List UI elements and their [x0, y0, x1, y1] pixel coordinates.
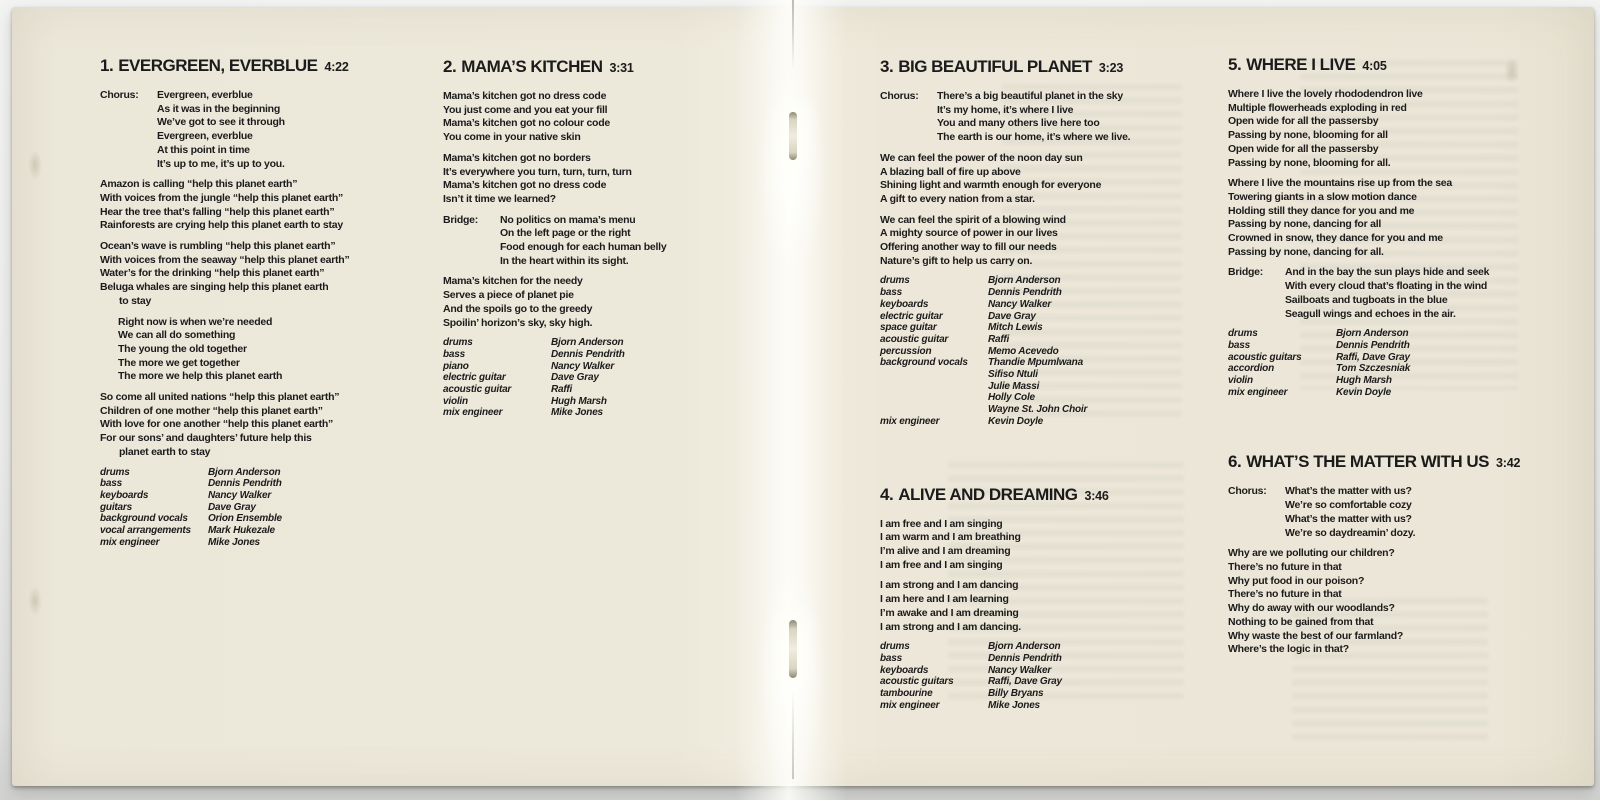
- lyric-line: We can feel the spirit of a blowing wind: [880, 213, 1066, 226]
- credit-role: accordion: [1228, 363, 1274, 375]
- stanza: [443, 214, 755, 269]
- song-number: 3.: [880, 57, 894, 76]
- lyric-line: You and many others live here too: [937, 117, 1100, 130]
- lyric-line: We’ve got to see it through: [157, 116, 285, 129]
- credit-name: Kevin Doyle: [988, 415, 1044, 427]
- lyric-line: Where I live the mountains rise up from the sea: [1228, 177, 1452, 190]
- credit-names: [988, 311, 1192, 323]
- stanza: [100, 240, 412, 309]
- lyric-line: There’s no future in that: [1228, 588, 1342, 601]
- lyric-line: With voices from the seaway “help this planet earth”: [100, 253, 350, 266]
- credit-names: [208, 478, 412, 490]
- lyric-line: Open wide for all the passersby: [1228, 115, 1379, 128]
- credit-name: Mike Jones: [208, 536, 260, 548]
- lyric-line: On the left page or the right: [500, 227, 631, 240]
- lyric-line: planet earth to stay: [119, 445, 211, 458]
- song-number: 4.: [880, 484, 894, 504]
- credit-names: [208, 502, 412, 514]
- lyric-line: Serves a piece of planet pie: [443, 289, 574, 302]
- song-number: 2.: [443, 57, 457, 76]
- lyric-line: We can all do something: [118, 329, 236, 342]
- credit-name: Bjorn Anderson: [988, 275, 1061, 287]
- lyric-line: Passing by none, dancing for all: [1228, 218, 1382, 231]
- lyric-line: Mama’s kitchen for the needy: [443, 275, 583, 288]
- credit-names: [988, 641, 1192, 653]
- credit-name: Dave Gray: [988, 310, 1036, 322]
- credit-row: [100, 467, 412, 479]
- lyric-line: Hear the tree that’s falling “help this planet earth”: [100, 205, 335, 218]
- credit-name: Dennis Pendrith: [1336, 339, 1410, 351]
- lyric-line: Passing by none, blooming for all.: [1228, 156, 1391, 169]
- credit-name: Dennis Pendrith: [551, 348, 625, 360]
- credit-role: drums: [1228, 328, 1258, 340]
- credit-role: mix engineer: [100, 536, 160, 548]
- credit-row: [443, 361, 755, 373]
- credit-role: mix engineer: [1228, 386, 1288, 398]
- lyric-line: Spoilin’ horizon’s sky, sky high.: [443, 316, 593, 329]
- song-title: [1228, 452, 1540, 472]
- stanza: [880, 518, 1192, 573]
- credit-row: [100, 478, 412, 490]
- lyric-line: You just come and you eat your fill: [443, 103, 608, 116]
- lyric-line: At this point in time: [157, 143, 250, 156]
- credits-list: [880, 275, 1192, 427]
- credit-row: [100, 502, 412, 514]
- credit-names: [988, 322, 1192, 334]
- lyric-line: Mama’s kitchen got no dress code: [443, 179, 607, 192]
- lyric-line: Food enough for each human belly: [500, 241, 667, 254]
- lyric-line: The more we help this planet earth: [118, 370, 283, 383]
- lyric-line: As it was in the beginning: [157, 102, 281, 115]
- credit-role: violin: [1228, 375, 1253, 387]
- lyric-line: Crowned in snow, they dance for you and me: [1228, 232, 1443, 245]
- credit-row: [443, 396, 755, 408]
- credit-role: mix engineer: [443, 407, 503, 419]
- credit-row: [443, 349, 755, 361]
- stanza-label: Chorus:: [880, 90, 919, 102]
- lyric-line: Sailboats and tugboats in the blue: [1285, 293, 1448, 306]
- lyric-line: A blazing ball of fire up above: [880, 165, 1021, 178]
- credit-role: mix engineer: [880, 699, 940, 711]
- credit-row: [1228, 375, 1540, 387]
- credit-row: [880, 287, 1192, 299]
- lyric-line: Holding still they dance for you and me: [1228, 204, 1415, 217]
- credit-name: Tom Szczesniak: [1336, 363, 1411, 375]
- credit-row: [100, 490, 412, 502]
- lyric-line: Passing by none, blooming for all: [1228, 129, 1388, 142]
- lyric-line: So come all united nations “help this planet earth”: [100, 391, 340, 404]
- credit-names: [1336, 352, 1540, 364]
- song-number: 5.: [1228, 55, 1242, 74]
- lyric-line: In the heart within its sight.: [500, 254, 629, 267]
- lyric-line: Open wide for all the passersby: [1228, 142, 1379, 155]
- credit-names: [551, 407, 755, 419]
- credit-name: Bjorn Anderson: [208, 466, 281, 478]
- credit-name: Dennis Pendrith: [988, 287, 1062, 299]
- credit-names: [988, 665, 1192, 677]
- lyric-line: I am free and I am singing: [880, 517, 1003, 530]
- song-title-text: BIG BEAUTIFUL PLANET: [898, 57, 1092, 76]
- lyric-line: I am free and I am singing: [880, 558, 1003, 571]
- song: [880, 57, 1192, 428]
- song-title: [1228, 55, 1540, 75]
- credit-names: [988, 357, 1192, 416]
- lyric-line: You come in your native skin: [443, 131, 581, 144]
- credit-role: space guitar: [880, 322, 937, 334]
- credit-name: Bjorn Anderson: [988, 641, 1061, 653]
- lyric-line: Multiple flowerheads exploding in red: [1228, 101, 1407, 114]
- credit-names: [988, 676, 1192, 688]
- credit-row: [880, 653, 1192, 665]
- lyric-line: Mama’s kitchen got no colour code: [443, 117, 610, 130]
- credit-row: [880, 357, 1192, 416]
- lyric-line: With every cloud that’s floating in the wind: [1285, 280, 1488, 293]
- credit-role: guitars: [100, 501, 132, 513]
- credit-name: Dave Gray: [208, 501, 256, 513]
- credit-name: Dave Gray: [551, 372, 599, 384]
- stanza: [1228, 88, 1540, 170]
- song: [443, 57, 755, 419]
- lyric-line: With love for one another “help this planet earth”: [100, 418, 334, 431]
- song-title-text: EVERGREEN, EVERBLUE: [118, 56, 318, 75]
- lyric-line: I am warm and I am breathing: [880, 531, 1021, 544]
- stanza: [100, 391, 412, 460]
- lyric-line: What’s the matter with us?: [1285, 512, 1412, 525]
- lyric-line: Rainforests are crying help this planet earth to stay: [100, 219, 343, 232]
- credit-names: [1336, 375, 1540, 387]
- lyric-line: A gift to every nation from a star.: [880, 192, 1035, 205]
- credit-role: keyboards: [100, 489, 149, 501]
- song-number: 1.: [100, 56, 114, 75]
- credit-name: Bjorn Anderson: [551, 337, 624, 349]
- lyric-line: I am strong and I am dancing.: [880, 620, 1021, 633]
- staple: [789, 112, 797, 160]
- song-title-text: MAMA’S KITCHEN: [461, 57, 603, 76]
- lyric-line: The earth is our home, it’s where we live.: [937, 131, 1131, 144]
- credit-name: Bjorn Anderson: [1336, 328, 1409, 340]
- credit-role: mix engineer: [880, 415, 940, 427]
- lyric-line: I am here and I am learning: [880, 593, 1009, 606]
- lyric-line: What’s the matter with us?: [1285, 485, 1412, 498]
- credit-name: Wayne St. John Choir: [988, 404, 1088, 416]
- song-title: [100, 56, 412, 76]
- credit-names: [551, 372, 755, 384]
- lyric-line: We’re so comfortable cozy: [1285, 499, 1412, 512]
- credit-names: [988, 700, 1192, 712]
- song-title: [443, 57, 755, 77]
- credit-row: [100, 525, 412, 537]
- lyric-line: Why are we polluting our children?: [1228, 547, 1395, 560]
- stanza-label: Chorus:: [1228, 485, 1267, 498]
- song-number: 6.: [1228, 452, 1242, 472]
- credit-row: [880, 322, 1192, 334]
- credit-names: [988, 416, 1192, 428]
- lyric-line: Shining light and warmth enough for everyone: [880, 179, 1102, 192]
- credit-name: Raffi: [551, 384, 573, 396]
- lyric-line: For our sons’ and daughters’ future help this: [100, 432, 312, 445]
- credits-list: [443, 337, 755, 419]
- stanza: [100, 178, 412, 233]
- credit-role: percussion: [880, 345, 932, 357]
- stanza: [1228, 177, 1540, 259]
- credit-row: [880, 688, 1192, 700]
- credit-row: [1228, 340, 1540, 352]
- credit-name: Julie Massi: [988, 380, 1040, 392]
- lyric-line: Mama’s kitchen got no dress code: [443, 90, 607, 102]
- lyric-line: Beluga whales are singing help this planet earth: [100, 281, 329, 294]
- credit-name: Memo Acevedo: [988, 345, 1059, 357]
- song-duration: 3:31: [609, 61, 634, 75]
- credit-row: [880, 700, 1192, 712]
- credit-row: [443, 384, 755, 396]
- credit-row: [880, 346, 1192, 358]
- credit-names: [551, 361, 755, 373]
- credits-list: [100, 467, 412, 549]
- stanza: [443, 90, 755, 145]
- song-title: [880, 485, 1192, 505]
- credit-role: electric guitar: [443, 372, 506, 384]
- stanza: [880, 214, 1192, 269]
- credit-row: [880, 334, 1192, 346]
- credit-name: Mark Hukezale: [208, 525, 275, 537]
- lyric-line: And in the bay the sun plays hide and seek: [1285, 266, 1490, 279]
- credit-role: drums: [100, 466, 130, 478]
- credit-names: [208, 537, 412, 549]
- song-title-text: WHAT’S THE MATTER WITH US: [1246, 452, 1489, 472]
- lyric-line: Isn’t it time we learned?: [443, 192, 556, 205]
- credit-name: Raffi: [988, 333, 1010, 345]
- lyric-line: We’re so daydreamin’ dozy.: [1285, 526, 1416, 539]
- credit-role: violin: [443, 395, 468, 407]
- staple: [789, 620, 797, 678]
- credit-row: [1228, 352, 1540, 364]
- credit-names: [988, 299, 1192, 311]
- credit-names: [551, 349, 755, 361]
- song-duration: 3:42: [1495, 456, 1521, 471]
- credit-name: Dennis Pendrith: [208, 478, 282, 490]
- stanza: [880, 579, 1192, 634]
- song: [1228, 55, 1540, 398]
- credit-name: Orion Ensemble: [208, 513, 282, 525]
- credit-role: background vocals: [100, 513, 188, 525]
- lyrics-column-2: [443, 57, 755, 419]
- credit-role: keyboards: [880, 664, 929, 676]
- song-title-text: ALIVE AND DREAMING: [898, 484, 1078, 504]
- lyric-line: Evergreen, everblue: [157, 89, 253, 101]
- credit-role: vocal arrangements: [100, 525, 191, 537]
- lyric-line: And the spoils go to the greedy: [443, 302, 593, 315]
- lyric-line: Amazon is calling “help this planet earth”: [100, 178, 298, 191]
- stanza: [100, 89, 412, 171]
- credit-name: Mike Jones: [988, 699, 1040, 711]
- credit-row: [1228, 363, 1540, 375]
- credit-role: tambourine: [880, 688, 933, 700]
- stanza: [443, 275, 755, 330]
- credit-name: Raffi, Dave Gray: [1336, 351, 1410, 363]
- credit-name: Nancy Walker: [988, 664, 1052, 676]
- lyric-line: Evergreen, everblue: [157, 130, 253, 143]
- credit-name: Hugh Marsh: [551, 395, 607, 407]
- lyric-line: Why put food in our poison?: [1228, 574, 1365, 587]
- credit-names: [1336, 363, 1540, 375]
- lyric-line: We can feel the power of the noon day sun: [880, 151, 1083, 164]
- stanza: [1228, 547, 1540, 657]
- credit-role: background vocals: [880, 357, 968, 369]
- credit-names: [551, 396, 755, 408]
- credit-role: bass: [880, 287, 902, 299]
- credit-names: [208, 525, 412, 537]
- credit-row: [880, 416, 1192, 428]
- lyric-line: Ocean’s wave is rumbling “help this planet earth”: [100, 240, 336, 253]
- song: [100, 56, 412, 549]
- song: [880, 485, 1192, 712]
- credit-names: [551, 337, 755, 349]
- song-duration: 3:23: [1098, 61, 1124, 75]
- song-title-text: WHERE I LIVE: [1246, 55, 1356, 74]
- credit-name: Mitch Lewis: [988, 322, 1043, 334]
- credit-row: [443, 407, 755, 419]
- credit-name: Billy Bryans: [988, 688, 1044, 700]
- lyric-line: Nothing to be gained from that: [1228, 615, 1374, 628]
- credit-name: Holly Cole: [988, 392, 1035, 404]
- credit-role: acoustic guitar: [443, 384, 512, 396]
- credit-role: bass: [443, 348, 465, 360]
- lyrics-column-3: [880, 57, 1192, 711]
- credit-name: Dennis Pendrith: [988, 652, 1062, 664]
- credit-row: [880, 641, 1192, 653]
- credit-names: [988, 653, 1192, 665]
- lyric-line: Towering giants in a slow motion dance: [1228, 190, 1417, 203]
- credit-names: [208, 467, 412, 479]
- credit-row: [1228, 387, 1540, 399]
- credit-role: acoustic guitars: [1228, 351, 1302, 363]
- credit-name: Mike Jones: [551, 407, 603, 419]
- credit-names: [1336, 387, 1540, 399]
- song-duration: 3:46: [1084, 488, 1109, 503]
- credit-name: Sifiso Ntuli: [988, 369, 1038, 381]
- credit-role: bass: [880, 652, 902, 664]
- credit-name: Nancy Walker: [208, 489, 272, 501]
- lyrics-column-4: [1228, 55, 1540, 664]
- lyric-line: Nature’s gift to help us carry on.: [880, 254, 1033, 267]
- credit-role: bass: [1228, 339, 1250, 351]
- credits-list: [880, 641, 1192, 711]
- stanza: [443, 152, 755, 207]
- stanza: [880, 90, 1192, 145]
- credit-row: [880, 299, 1192, 311]
- lyric-line: There’s no future in that: [1228, 560, 1342, 573]
- credit-name: Raffi, Dave Gray: [988, 676, 1062, 688]
- credit-row: [100, 513, 412, 525]
- song-title: [880, 57, 1192, 77]
- credit-names: [208, 490, 412, 502]
- stanza: [100, 316, 412, 385]
- lyric-line: The more we get together: [118, 356, 240, 369]
- lyric-line: Passing by none, dancing for all.: [1228, 245, 1384, 258]
- credit-names: [208, 513, 412, 525]
- credit-name: Thandie Mpumlwana: [988, 357, 1083, 369]
- stanza: [1228, 266, 1540, 321]
- credit-role: piano: [443, 360, 469, 372]
- lyric-line: I am strong and I am dancing: [880, 579, 1019, 592]
- credit-row: [1228, 328, 1540, 340]
- credit-names: [988, 346, 1192, 358]
- lyric-line: Where I live the lovely rhododendron live: [1228, 88, 1423, 100]
- lyric-line: Seagull wings and echoes in the air.: [1285, 307, 1456, 320]
- song-duration: 4:05: [1362, 59, 1387, 73]
- lyric-line: Right now is when we’re needed: [118, 315, 273, 328]
- lyric-line: Why waste the best of our farmland?: [1228, 629, 1404, 642]
- stanza-label: Bridge:: [1228, 266, 1263, 279]
- credit-role: bass: [100, 478, 122, 490]
- credit-role: drums: [880, 641, 910, 653]
- credit-row: [443, 337, 755, 349]
- stanza: [880, 152, 1192, 207]
- credit-names: [1336, 340, 1540, 352]
- lyric-line: It’s up to me, it’s up to you.: [157, 157, 285, 170]
- lyric-line: No politics on mama’s menu: [500, 213, 636, 226]
- lyric-line: Mama’s kitchen got no borders: [443, 151, 591, 164]
- lyric-line: A mighty source of power in our lives: [880, 227, 1058, 240]
- credit-role: drums: [443, 337, 473, 349]
- credit-role: acoustic guitars: [880, 676, 954, 688]
- credit-row: [880, 311, 1192, 323]
- credit-name: Hugh Marsh: [1336, 375, 1392, 387]
- lyrics-column-1: [100, 56, 412, 549]
- credit-name: Nancy Walker: [988, 298, 1052, 310]
- lyric-line: Children of one mother “help this planet earth”: [100, 404, 323, 417]
- stanza-label: Chorus:: [100, 89, 139, 101]
- credit-name: Kevin Doyle: [1336, 386, 1392, 398]
- lyric-line: With voices from the jungle “help this planet earth”: [100, 191, 344, 204]
- credit-names: [551, 384, 755, 396]
- lyric-line: to stay: [119, 294, 152, 307]
- lyric-line: It’s everywhere you turn, turn, turn, turn: [443, 165, 632, 178]
- lyric-line: It’s my home, it’s where I live: [937, 103, 1074, 116]
- credit-names: [1336, 328, 1540, 340]
- credit-row: [880, 275, 1192, 287]
- credit-row: [880, 676, 1192, 688]
- credits-list: [1228, 328, 1540, 398]
- song: [1228, 452, 1540, 656]
- stanza-label: Bridge:: [443, 213, 478, 226]
- lyric-line: Water’s for the drinking “help this planet earth”: [100, 267, 325, 280]
- credit-name: Nancy Walker: [551, 360, 615, 372]
- lyric-line: I’m awake and I am dreaming: [880, 606, 1019, 619]
- credit-names: [988, 287, 1192, 299]
- credit-role: acoustic guitar: [880, 333, 949, 345]
- credit-role: drums: [880, 275, 910, 287]
- credit-names: [988, 688, 1192, 700]
- lyric-line: There’s a big beautiful planet in the sky: [937, 90, 1123, 102]
- lyric-line: Why do away with our woodlands?: [1228, 602, 1395, 615]
- lyric-line: I’m alive and I am dreaming: [880, 544, 1011, 557]
- lyric-line: Offering another way to fill our needs: [880, 241, 1057, 254]
- credit-row: [100, 537, 412, 549]
- credit-names: [988, 275, 1192, 287]
- credit-names: [988, 334, 1192, 346]
- stanza: [1228, 485, 1540, 540]
- credit-row: [443, 372, 755, 384]
- credit-row: [880, 665, 1192, 677]
- lyric-line: The young the old together: [118, 342, 247, 355]
- credit-role: keyboards: [880, 298, 929, 310]
- song-duration: 4:22: [324, 60, 349, 74]
- lyric-line: Where’s the logic in that?: [1228, 643, 1349, 656]
- credit-role: electric guitar: [880, 310, 943, 322]
